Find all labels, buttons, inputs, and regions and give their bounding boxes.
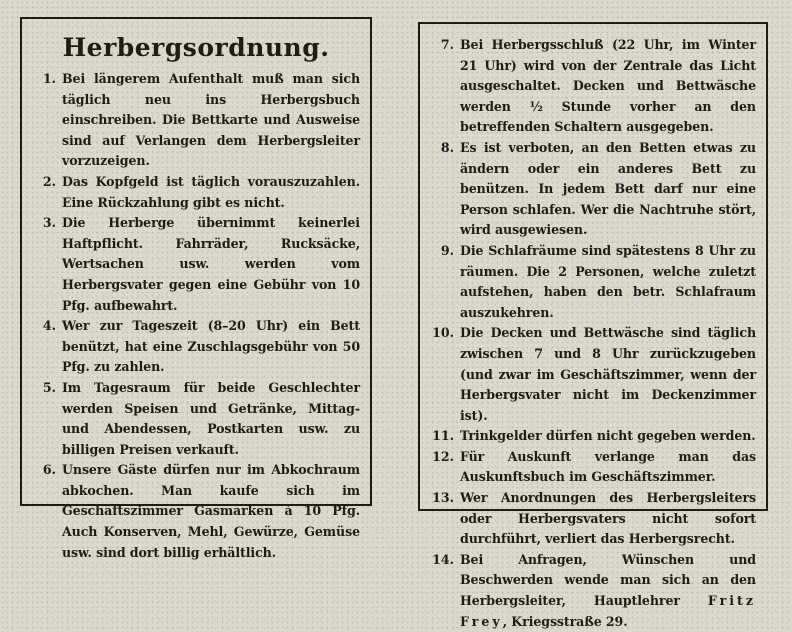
rules-list-right (420, 24, 766, 632)
rule-text (460, 550, 756, 632)
rule-item (30, 378, 360, 460)
rule-text: Wer Anordnungen des Herbergsleiters oder Herbergsvaters nicht sofort durchführt, verliert das Herbergsrecht. (460, 490, 756, 547)
rules-panel-right (418, 22, 768, 629)
rule-text: Im Tagesraum für beide Geschlechter werden Speisen und Getränke, Mittag- und Abendessen, Postkarten usw. zu billigen Preisen verkauft. (62, 379, 360, 457)
rules-list-left (22, 69, 370, 563)
rule-item (428, 550, 756, 632)
rule-item (30, 213, 360, 316)
rule-item (428, 323, 756, 426)
rule-text: Für Auskunft verlange man das Auskunftsbuch im Geschäftszimmer. (460, 448, 756, 485)
rule-number: 10. (432, 325, 454, 341)
rule-item (30, 460, 360, 563)
rule-number: 1. (42, 71, 56, 86)
rule-item (30, 316, 360, 378)
rule-text: Das Kopfgeld ist täglich vorauszuzahlen. Eine Rückzahlung gibt es nicht. (62, 173, 360, 210)
rule-item (428, 447, 756, 488)
rule-number: 14. (432, 551, 454, 567)
rule-text: Trinkgelder dürfen nicht gegeben werden. (460, 428, 756, 444)
rule-text-after: , Kriegsstraße 29. (502, 613, 628, 629)
rule-item (428, 35, 756, 138)
rule-item (428, 241, 756, 323)
rule-text: Die Schlafräume sind spätestens 8 Uhr zu räumen. Die 2 Personen, welche zuletzt aufstehen, haben den betr. Schlafraum auszukehren. (460, 242, 756, 320)
rule-item (428, 138, 756, 241)
rule-number: 7. (440, 37, 454, 52)
rule-number: 6. (42, 462, 56, 478)
rule-text: Unsere Gäste dürfen nur im Abkochraum abkochen. Man kaufe sich im Geschäftszimmer Gasmarken à 10 Pfg. Auch Konserven, Mehl, Gewürze, Gemüse usw. sind dort billig erhältlich. (62, 462, 360, 560)
contact-name: Fritz Frey (460, 593, 756, 629)
rule-item (428, 426, 756, 447)
rule-text: Bei längerem Aufenthalt muß man sich täglich neu ins Herbergsbuch einschreiben. Die Bettkarte und Ausweise sind auf Verlangen dem Herbergsleiter vorzuzeigen. (62, 71, 360, 169)
rule-number: 8. (440, 139, 454, 155)
rule-number: 9. (440, 242, 454, 258)
rule-text: Die Decken und Bettwäsche sind täglich zwischen 7 und 8 Uhr zurückzugeben (und zwar im Geschäftszimmer, wenn der Herbergsvater nicht im Deckenzimmer ist). (460, 325, 756, 423)
rule-text: Die Herberge übernimmt keinerlei Haftpflicht. Fahrräder, Rucksäcke, Wertsachen usw. werden vom Herbergsvater gegen eine Gebühr von 10 Pfg. aufbewahrt. (62, 215, 360, 313)
document-title: Herbergsordnung. (62, 33, 330, 62)
rule-number: 13. (432, 490, 454, 506)
rule-text: Es ist verboten, an den Betten etwas zu ändern oder ein anderes Bett zu benützen. In jedem Bett darf nur eine Person schlafen. Wer die Nachtruhe stört, wird ausgewiesen. (460, 139, 756, 238)
rule-text-before: Bei Anfragen, Wünschen und Beschwerden wende man sich an den Herbergsleiter, Hauptlehrer (460, 551, 756, 609)
rule-number: 11. (432, 428, 454, 444)
rule-number: 2. (42, 173, 56, 189)
rule-item (30, 172, 360, 213)
rules-panel-left (20, 17, 372, 560)
rule-number: 12. (432, 448, 454, 464)
rule-item (30, 69, 360, 172)
rule-text: Bei Herbergsschluß (22 Uhr, im Winter 21 Uhr) wird von der Zentrale das Licht ausgeschaltet. Decken und Bettwäsche werden ½ Stunde vorher an den betreffenden Schaltern ausgegeben. (460, 37, 756, 135)
rule-number: 5. (42, 379, 56, 395)
rule-number: 3. (42, 215, 56, 231)
rule-text: Wer zur Tageszeit (8–20 Uhr) ein Bett benützt, hat eine Zuschlagsgebühr von 50 Pfg. zu zahlen. (62, 318, 360, 375)
rule-number: 4. (42, 318, 56, 334)
rule-item (428, 488, 756, 550)
